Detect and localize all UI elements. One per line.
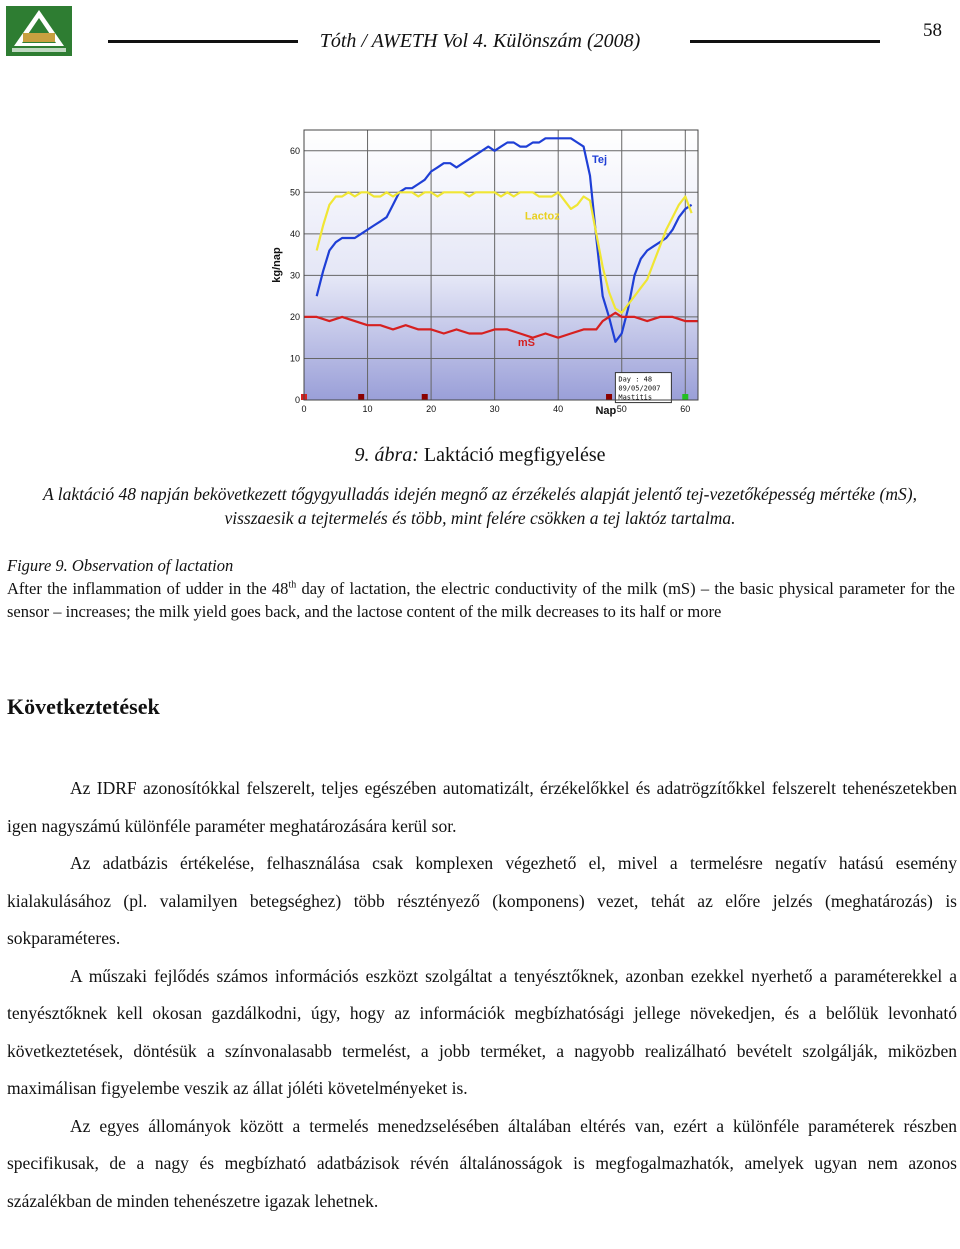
figure-en-label: Figure 9. [7, 556, 68, 575]
y-tick-label: 40 [289, 228, 300, 239]
figure-en-title: Observation of lactation [67, 556, 234, 575]
figure-en-text-1: After the inflammation of udder in the 48 [7, 579, 289, 598]
x-tick-label: 0 [301, 404, 307, 414]
page-number: 58 [923, 20, 942, 41]
paragraph: Az adatbázis értékelése, felhasználása csak komplexen végezhető el, mivel a termelésre negatív hatású esemény kialakulásához (pl. valamilyen betegséghez) több résztényező (komponens) vezet, tehát az előre jelzés (meghatározás) is sokparaméteres. [7, 853, 957, 948]
y-tick-label: 10 [289, 353, 300, 364]
event-marker [606, 394, 612, 400]
event-marker [422, 394, 428, 400]
header-rule-right [690, 40, 880, 43]
x-tick-label: 40 [553, 404, 564, 414]
figure-en-text-2: day of lactation, the electric conductivity of the milk (mS) – the basic physical parameter for the sensor – increases; the milk yield goes back, and the lactose content of the milk decreases to its half or more [7, 579, 955, 621]
event-marker [358, 394, 364, 400]
x-tick-label: 10 [362, 404, 373, 414]
paragraph: Az IDRF azonosítókkal felszerelt, teljes egészében automatizált, érzékelőkkel és adatrögzítőkkel felszerelt tehenészetekben igen nagyszámú különféle paraméter meghatározására kerül sor. [7, 778, 957, 836]
running-header: Tóth / AWETH Vol 4. Különszám (2008) [319, 30, 641, 52]
y-tick-label: 20 [289, 311, 300, 322]
annotation-line: Mastitis [618, 393, 653, 402]
figure-caption-label: 9. ábra: [354, 444, 419, 466]
series-label-ms: mS [517, 337, 535, 349]
figure-caption-text: Laktáció megfigyelése [418, 444, 606, 466]
x-tick-label: 50 [616, 404, 627, 414]
paragraph: A műszaki fejlődés számos információs eszközt szolgáltat a tenyésztőknek, azonban ezekkel nyerhető a paraméterekkel a tenyésztőknek kell okosan gazdálkodni, úgy, hogy az információk megbízhatósági jellege növekedjen, és a belőlük levonható következtetések, döntésük a színvonalasabb termelést, a jobb terméket, a nagyobb realizálható bevételt szolgálják, miközben maximálisan figyelembe veszik az állat jóléti követelményeket is. [7, 965, 957, 1098]
y-tick-label: 60 [289, 145, 300, 156]
lactation-chart [268, 128, 708, 428]
y-tick-label: 0 [294, 395, 300, 405]
series-label-lactoz: Lactoz [524, 210, 560, 223]
series-label-tej: Tej [591, 154, 608, 167]
annotation-line: Day : 48 [618, 375, 653, 384]
annotation-line: 09/05/2007 [618, 384, 661, 393]
x-tick-label: 60 [680, 404, 691, 414]
figure-en-sup: th [288, 579, 297, 591]
event-marker [682, 394, 688, 400]
x-tick-label: 20 [426, 404, 437, 414]
figure-caption [0, 444, 960, 467]
figure-english-caption [7, 554, 955, 623]
section-body [7, 770, 957, 1220]
section-heading: Következtetések [7, 694, 160, 719]
lactation-chart-svg [268, 128, 708, 428]
y-tick-label: 30 [289, 270, 300, 281]
x-axis-label: Nap [595, 405, 617, 417]
y-tick-label: 50 [289, 187, 300, 198]
x-tick-label: 30 [489, 404, 500, 414]
paragraph: Az egyes állományok között a termelés menedzselésében általában eltérés van, ezért a különféle paraméterek részben specifikusak, de a nagy és megbízható adatbázisok révén általánosságok is megfogalmazhatók, amelyek ugyan nem azonos százalékban de minden tehenészetre igazak lehetnek. [7, 1115, 957, 1211]
y-axis-label: kg/nap [271, 247, 283, 283]
figure-description: A laktáció 48 napján bekövetkezett tőgygyulladás idején megnő az érzékelés alapját jelentő tej-vezetőképesség mértéke (mS), visszaesik a tejtermelés és több, mint felére csökken a tej laktóz tartalma. [43, 484, 917, 528]
